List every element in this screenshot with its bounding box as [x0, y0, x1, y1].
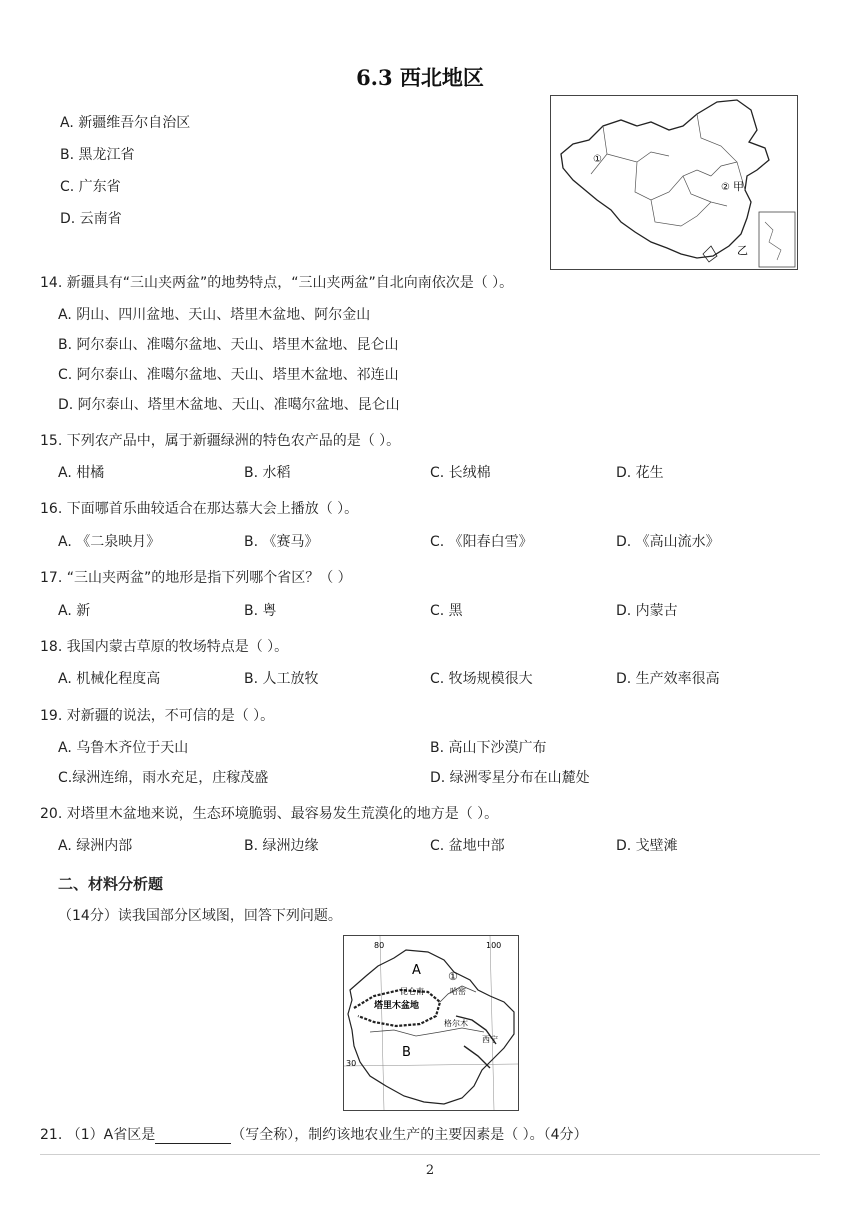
place-tarim: 塔里木盆地 [374, 1001, 420, 1011]
place-kunlun: 昆仑南 [400, 987, 424, 996]
lon-80-label: 80 [374, 941, 385, 950]
map-label-jia: 甲 [733, 180, 744, 193]
region-map-outline [344, 936, 518, 1110]
q18-option-a: A. 机械化程度高 [58, 671, 161, 687]
china-map-figure [550, 95, 798, 270]
q20-option-c: C. 盆地中部 [430, 838, 505, 854]
region-map-figure [343, 935, 519, 1111]
q13-option-b: B. 黑龙江省 [60, 147, 135, 163]
q13-option-c: C. 广东省 [60, 179, 121, 195]
q16-option-c: C. 《阳春白雪》 [430, 534, 533, 550]
q17-stem: 17. “三山夹两盆”的地形是指下列哪个省区？（ ） [40, 570, 352, 586]
q21-answer-blank[interactable] [155, 1129, 231, 1144]
q18-option-c: C. 牧场规模很大 [430, 671, 533, 687]
q15-option-a: A. 柑橘 [58, 465, 105, 481]
q20-option-a: A. 绿洲内部 [58, 838, 133, 854]
place-hami: 哈密 [450, 987, 466, 996]
q18-option-b: B. 人工放牧 [244, 671, 319, 687]
q17-option-c: C. 黑 [430, 603, 463, 619]
place-xining: 西宁 [482, 1035, 498, 1044]
page-title: 6.3 西北地区 [356, 65, 484, 90]
q21-line [40, 1124, 588, 1144]
q14-option-b: B. 阿尔泰山、准噶尔盆地、天山、塔里木盆地、昆仑山 [58, 337, 399, 353]
region-label-b: B [402, 1045, 411, 1060]
q15-option-b: B. 水稻 [244, 465, 291, 481]
q16-stem: 16. 下面哪首乐曲较适合在那达慕大会上播放（ ）。 [40, 501, 359, 517]
q16-option-d: D. 《高山流水》 [616, 534, 720, 550]
q14-option-a: A. 阴山、四川盆地、天山、塔里木盆地、阿尔金山 [58, 307, 371, 323]
lat-30-label: 30 [346, 1059, 357, 1068]
region-label-1: ① [448, 970, 458, 983]
q15-option-d: D. 花生 [616, 465, 664, 481]
q19-option-b: B. 高山下沙漠广布 [430, 740, 547, 756]
q21-prefix: 21. （1）A省区是 [40, 1127, 156, 1143]
q14-stem: 14. 新疆具有“三山夹两盆”的地势特点，“三山夹两盆”自北向南依次是（ ）。 [40, 275, 514, 291]
section-heading: 二、材料分析题 [58, 875, 164, 893]
q17-option-a: A. 新 [58, 603, 91, 619]
q20-option-d: D. 戈壁滩 [616, 838, 678, 854]
q17-option-b: B. 粤 [244, 603, 277, 619]
place-golmud: 格尔木 [444, 1019, 468, 1028]
lon-100-label: 100 [486, 941, 502, 950]
q14-option-c: C. 阿尔泰山、准噶尔盆地、天山、塔里木盆地、祁连山 [58, 367, 399, 383]
q21-suffix: （写全称），制约该地农业生产的主要因素是（ ）。（4分） [231, 1127, 588, 1143]
q20-stem: 20. 对塔里木盆地来说，生态环境脆弱、最容易发生荒漠化的地方是（ ）。 [40, 806, 499, 822]
q18-stem: 18. 我国内蒙古草原的牧场特点是（ ）。 [40, 639, 289, 655]
section-intro: （14分）读我国部分区域图，回答下列问题。 [58, 908, 342, 924]
q16-option-b: B. 《赛马》 [244, 534, 319, 550]
q19-option-d: D. 绿洲零星分布在山麓处 [430, 770, 590, 786]
q20-option-b: B. 绿洲边缘 [244, 838, 319, 854]
q13-option-d: D. 云南省 [60, 211, 122, 227]
q16-option-a: A. 《二泉映月》 [58, 534, 161, 550]
q15-option-c: C. 长绒棉 [430, 465, 491, 481]
q19-stem: 19. 对新疆的说法，不可信的是（ ）。 [40, 708, 275, 724]
q18-option-d: D. 生产效率很高 [616, 671, 720, 687]
china-map-outline [551, 96, 797, 269]
page-number: 2 [425, 1163, 435, 1178]
q19-option-a: A. 乌鲁木齐位于天山 [58, 740, 189, 756]
map-label-1: ① [593, 154, 602, 165]
q19-option-c: C.绿洲连绵，雨水充足，庄稼茂盛 [58, 770, 269, 786]
q15-stem: 15. 下列农产品中，属于新疆绿洲的特色农产品的是（ ）。 [40, 433, 401, 449]
q13-option-a: A. 新疆维吾尔自治区 [60, 115, 191, 131]
map-label-2: ② [721, 182, 730, 193]
region-label-a: A [412, 963, 421, 978]
footer-divider [40, 1154, 820, 1155]
q14-option-d: D. 阿尔泰山、塔里木盆地、天山、准噶尔盆地、昆仑山 [58, 397, 400, 413]
map-label-yi: 乙 [737, 244, 748, 257]
q17-option-d: D. 内蒙古 [616, 603, 678, 619]
